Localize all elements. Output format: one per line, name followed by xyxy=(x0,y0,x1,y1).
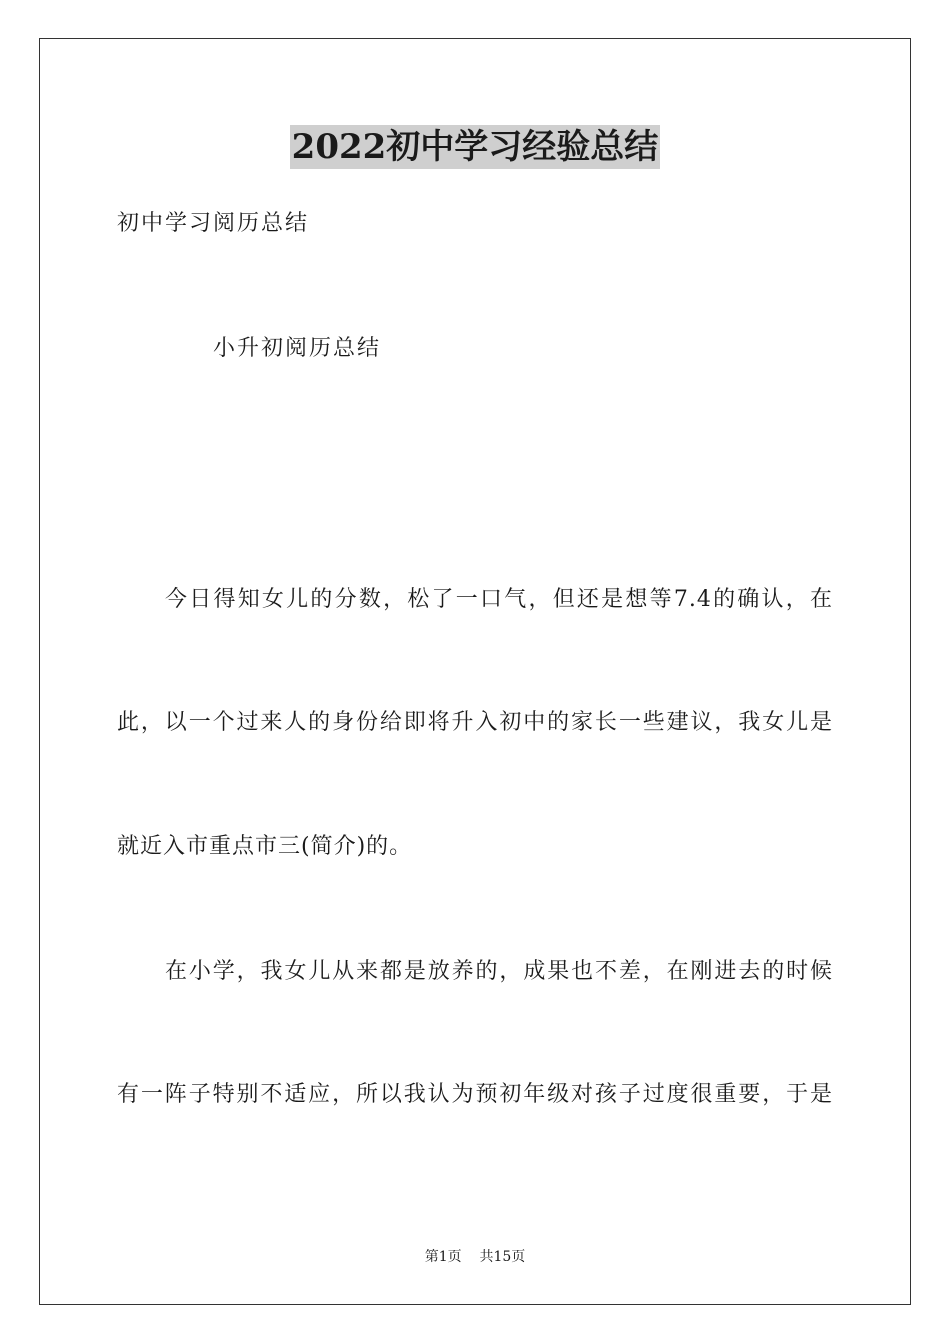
page-footer xyxy=(0,1248,950,1266)
paragraph-2-line-1: 在小学，我女儿从来都是放养的，成果也不差，在刚进去的时候 xyxy=(165,959,833,984)
title-container xyxy=(0,125,950,169)
total-pages: 共15页 xyxy=(479,1249,526,1265)
document-title: 2022初中学习经验总结 xyxy=(291,127,659,167)
paragraph-1-line-1: 今日得知女儿的分数，松了一口气，但还是想等7.4的确认，在 xyxy=(165,587,833,612)
page-number: 第1页 xyxy=(424,1249,462,1265)
paragraph-2-line-2: 有一阵子特别不适应，所以我认为预初年级对孩子过度很重要，于是 xyxy=(117,1082,833,1107)
paragraph-1-line-3: 就近入市重点市三(简介)的。 xyxy=(117,834,413,859)
paragraph-1-line-2: 此，以一个过来人的身份给即将升入初中的家长一些建议，我女儿是 xyxy=(117,710,833,735)
subheading-secondary: 小升初阅历总结 xyxy=(213,336,382,361)
subheading: 初中学习阅历总结 xyxy=(117,211,310,236)
